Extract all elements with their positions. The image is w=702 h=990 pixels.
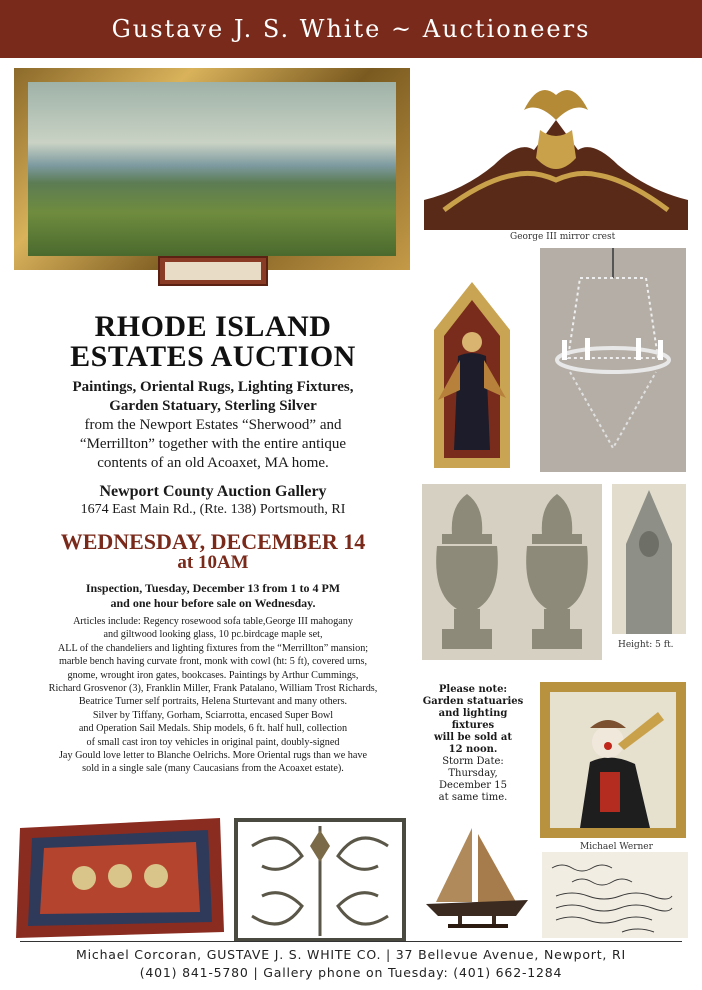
estates-line3: contents of an old Acoaxet, MA home.	[97, 455, 329, 471]
ship-model-photo	[418, 820, 536, 930]
sale-note	[420, 684, 526, 804]
gallery-address: 1674 East Main Rd., (Rte. 138) Portsmouth, RI	[80, 502, 346, 517]
wrought-iron-gate-photo	[232, 816, 408, 944]
articles-line: Silver by Tiffany, Gorham, Sciarrotta, encased Super Bowl	[92, 709, 334, 721]
note-bold-line: will be sold at	[434, 732, 512, 743]
monk-caption: Height: 5 ft.	[618, 640, 674, 650]
articles-line: marble bench having curvate front, monk with cowl (ht: 5 ft), covered urns,	[58, 656, 368, 668]
gallery-name: Newport County Auction Gallery	[99, 483, 327, 500]
articles-line: Jay Gould love letter to Blanche Oelrichs. More Oriental rugs than we have	[58, 750, 368, 762]
mirror-crest-photo	[424, 80, 688, 230]
note-line: Storm Date:	[442, 756, 504, 767]
painting-plaque	[158, 256, 268, 286]
chandelier-photo	[540, 248, 686, 472]
footer-divider	[20, 941, 682, 942]
articles-line: and Operation Sail Medals. Ship models, 6 ft. half hull, collection	[78, 723, 348, 735]
note-line: at same time.	[438, 792, 508, 803]
footer-contact	[0, 946, 702, 982]
angel-icon-painting-photo	[424, 280, 520, 468]
note-bold-line: 12 noon.	[448, 744, 498, 755]
auction-title-line2: ESTATES AUCTION	[70, 340, 356, 373]
crest-caption: George III mirror crest	[510, 232, 616, 242]
painting-canvas	[28, 82, 396, 256]
articles-line: ALL of the chandeliers and lighting fixtures from the “Merrillton” mansion;	[57, 642, 369, 654]
articles-line: sold in a single sale (many Caucasians from the Acoaxet estate).	[82, 763, 344, 775]
monk-statue-photo	[612, 484, 686, 634]
auction-date: WEDNESDAY, DECEMBER 14	[60, 529, 366, 554]
note-line: Thursday,	[448, 768, 498, 779]
auction-title-line1: RHODE ISLAND	[94, 310, 332, 343]
note-bold-line: and lighting fixtures	[438, 708, 508, 731]
auction-details	[14, 312, 412, 776]
landscape-painting-photo	[14, 68, 410, 270]
love-letter-photo	[542, 852, 688, 938]
category-line1: Paintings, Oriental Rugs, Lighting Fixtures,	[72, 379, 354, 395]
footer-line1: Michael Corcoran, GUSTAVE J. S. WHITE CO. | 37 Bellevue Avenue, Newport, RI	[76, 947, 626, 962]
inspection-line2: and one hour before sale on Wednesday.	[110, 596, 316, 610]
estates-line1: from the Newport Estates “Sherwood” and	[84, 417, 342, 433]
inspection-line1: Inspection, Tuesday, December 13 from 1 to 4 PM	[85, 581, 341, 595]
header-banner	[0, 0, 702, 58]
auctioneer-title: Gustave J. S. White ~ Auctioneers	[111, 15, 591, 43]
articles-list	[14, 615, 412, 776]
note-bold-line: Garden statuaries	[422, 696, 524, 707]
estates-line2: “Merrillton” together with the entire antique	[79, 436, 347, 452]
articles-line: of small cast iron toy vehicles in original paint, doubly-signed	[86, 736, 340, 748]
clown-painting-photo	[540, 682, 686, 838]
footer-line2: (401) 841-5780 | Gallery phone on Tuesday: (401) 662-1284	[139, 965, 563, 980]
articles-line: Beatrice Turner self portraits, Helena Sturtevant and many others.	[78, 696, 348, 708]
articles-line: Articles include: Regency rosewood sofa table,George III mahogany	[73, 616, 353, 627]
clown-caption: Michael Werner	[580, 842, 653, 852]
category-line2: Garden Statuary, Sterling Silver	[109, 398, 317, 414]
articles-line: and giltwood looking glass, 10 pc.birdcage maple set,	[103, 629, 323, 641]
articles-line: gnome, wrought iron gates, bookcases. Paintings by Arthur Cummings,	[67, 669, 359, 681]
auction-time: at 10AM	[177, 552, 249, 573]
articles-line: Richard Grosvenor (3), Franklin Miller, Frank Patalano, William Trost Richards,	[48, 683, 378, 695]
oriental-rug-photo	[14, 814, 226, 942]
note-line: December 15	[439, 780, 507, 791]
note-heading: Please note:	[438, 684, 508, 695]
garden-urns-photo	[422, 484, 602, 660]
